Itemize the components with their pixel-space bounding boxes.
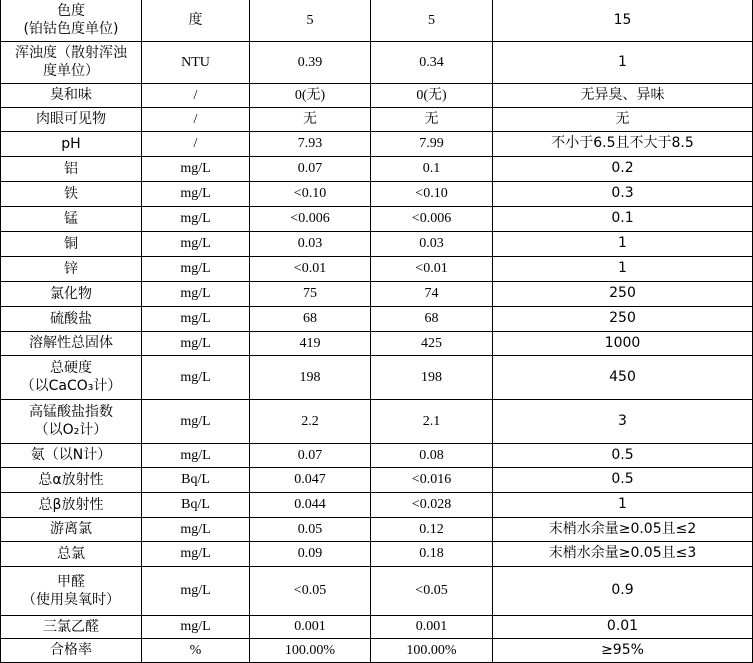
limit-cell: 1 [493,231,753,256]
value-1-cell: 198 [250,355,371,399]
item-cell: 总α放射性 [1,467,142,492]
unit-cell: mg/L [142,181,250,206]
limit-cell: 0.1 [493,206,753,231]
limit-cell: 0.9 [493,566,753,615]
limit-cell: 0.5 [493,467,753,492]
unit-cell: mg/L [142,615,250,638]
table-row [1,517,753,541]
table-row [1,83,753,107]
item-cell: 铁 [1,181,142,206]
unit-cell: mg/L [142,566,250,615]
limit-cell: 1 [493,41,753,83]
limit-cell: 15 [493,0,753,41]
value-2-cell: 0.1 [371,156,493,181]
table-row [1,355,753,399]
limit-cell: 无 [493,107,753,131]
value-1-cell: 0.044 [250,492,371,517]
item-cell: 三氯乙醛 [1,615,142,638]
item-cell: 色度 (铂钴色度单位) [1,0,142,41]
value-1-cell: 100.00% [250,638,371,662]
item-cell: 溶解性总固体 [1,331,142,355]
value-2-cell: 0.34 [371,41,493,83]
unit-cell: mg/L [142,231,250,256]
limit-cell: 1 [493,256,753,281]
item-cell: 总硬度 （以CaCO₃计） [1,355,142,399]
table-row [1,638,753,662]
value-1-cell: <0.01 [250,256,371,281]
table-row [1,107,753,131]
unit-cell: mg/L [142,399,250,443]
table-row [1,331,753,355]
unit-cell: mg/L [142,541,250,566]
unit-cell: / [142,131,250,156]
table-row [1,306,753,331]
item-cell: 合格率 [1,638,142,662]
unit-cell: mg/L [142,281,250,306]
limit-cell: 末梢水余量≥0.05且≤2 [493,517,753,541]
item-cell: 锰 [1,206,142,231]
table-row [1,256,753,281]
unit-cell: mg/L [142,156,250,181]
unit-cell: 度 [142,0,250,41]
value-1-cell: 75 [250,281,371,306]
limit-cell: 250 [493,306,753,331]
value-2-cell: 0.08 [371,443,493,467]
unit-cell: Bq/L [142,467,250,492]
value-2-cell: <0.10 [371,181,493,206]
unit-cell: / [142,107,250,131]
value-1-cell: 0.047 [250,467,371,492]
table-row [1,156,753,181]
limit-cell: 不小于6.5且不大于8.5 [493,131,753,156]
unit-cell: / [142,83,250,107]
value-1-cell: 7.93 [250,131,371,156]
item-cell: 肉眼可见物 [1,107,142,131]
limit-cell: 1000 [493,331,753,355]
item-cell: 游离氯 [1,517,142,541]
item-cell: 铜 [1,231,142,256]
value-2-cell: 68 [371,306,493,331]
unit-cell: Bq/L [142,492,250,517]
limit-cell: 末梢水余量≥0.05且≤3 [493,541,753,566]
item-cell: 锌 [1,256,142,281]
item-cell: 总氯 [1,541,142,566]
table-row [1,492,753,517]
value-1-cell: <0.05 [250,566,371,615]
value-1-cell: 0(无) [250,83,371,107]
limit-cell: 0.3 [493,181,753,206]
value-2-cell: 0.001 [371,615,493,638]
unit-cell: mg/L [142,206,250,231]
item-cell: 氨（以N计） [1,443,142,467]
value-2-cell: 425 [371,331,493,355]
value-1-cell: 0.05 [250,517,371,541]
item-cell: 臭和味 [1,83,142,107]
table-row [1,0,753,41]
value-2-cell: <0.006 [371,206,493,231]
table-row [1,231,753,256]
table-row [1,443,753,467]
value-2-cell: 2.1 [371,399,493,443]
value-2-cell: 198 [371,355,493,399]
limit-cell: 3 [493,399,753,443]
value-2-cell: <0.01 [371,256,493,281]
unit-cell: mg/L [142,443,250,467]
item-cell: 氯化物 [1,281,142,306]
item-cell: pH [1,131,142,156]
item-cell: 总β放射性 [1,492,142,517]
value-2-cell: <0.05 [371,566,493,615]
value-2-cell: 0.12 [371,517,493,541]
value-2-cell: 0.03 [371,231,493,256]
value-1-cell: 0.03 [250,231,371,256]
table-row [1,181,753,206]
value-2-cell: 0.18 [371,541,493,566]
table-row [1,467,753,492]
unit-cell: NTU [142,41,250,83]
value-1-cell: <0.10 [250,181,371,206]
value-1-cell: <0.006 [250,206,371,231]
table-row [1,131,753,156]
value-1-cell: 0.001 [250,615,371,638]
value-2-cell: 7.99 [371,131,493,156]
table-row [1,206,753,231]
table-row [1,541,753,566]
limit-cell: 1 [493,492,753,517]
item-cell: 高锰酸盐指数 （以O₂计） [1,399,142,443]
item-cell: 硫酸盐 [1,306,142,331]
value-2-cell: 无 [371,107,493,131]
table-row [1,41,753,83]
unit-cell: mg/L [142,355,250,399]
limit-cell: 无异臭、异味 [493,83,753,107]
value-1-cell: 无 [250,107,371,131]
table-row [1,566,753,615]
limit-cell: 250 [493,281,753,306]
limit-cell: ≥95% [493,638,753,662]
value-1-cell: 2.2 [250,399,371,443]
value-1-cell: 5 [250,0,371,41]
unit-cell: % [142,638,250,662]
item-cell: 甲醛 （使用臭氧时） [1,566,142,615]
table-row [1,281,753,306]
unit-cell: mg/L [142,331,250,355]
limit-cell: 450 [493,355,753,399]
value-1-cell: 419 [250,331,371,355]
value-2-cell: 0(无) [371,83,493,107]
value-2-cell: 100.00% [371,638,493,662]
limit-cell: 0.2 [493,156,753,181]
value-1-cell: 0.07 [250,156,371,181]
value-2-cell: <0.016 [371,467,493,492]
limit-cell: 0.01 [493,615,753,638]
value-2-cell: 5 [371,0,493,41]
table-row [1,399,753,443]
value-2-cell: 74 [371,281,493,306]
value-1-cell: 0.09 [250,541,371,566]
table-body [1,0,753,662]
item-cell: 浑浊度（散射浑浊 度单位） [1,41,142,83]
table-row [1,615,753,638]
unit-cell: mg/L [142,306,250,331]
value-1-cell: 68 [250,306,371,331]
value-1-cell: 0.39 [250,41,371,83]
item-cell: 铝 [1,156,142,181]
value-1-cell: 0.07 [250,443,371,467]
unit-cell: mg/L [142,517,250,541]
limit-cell: 0.5 [493,443,753,467]
unit-cell: mg/L [142,256,250,281]
value-2-cell: <0.028 [371,492,493,517]
